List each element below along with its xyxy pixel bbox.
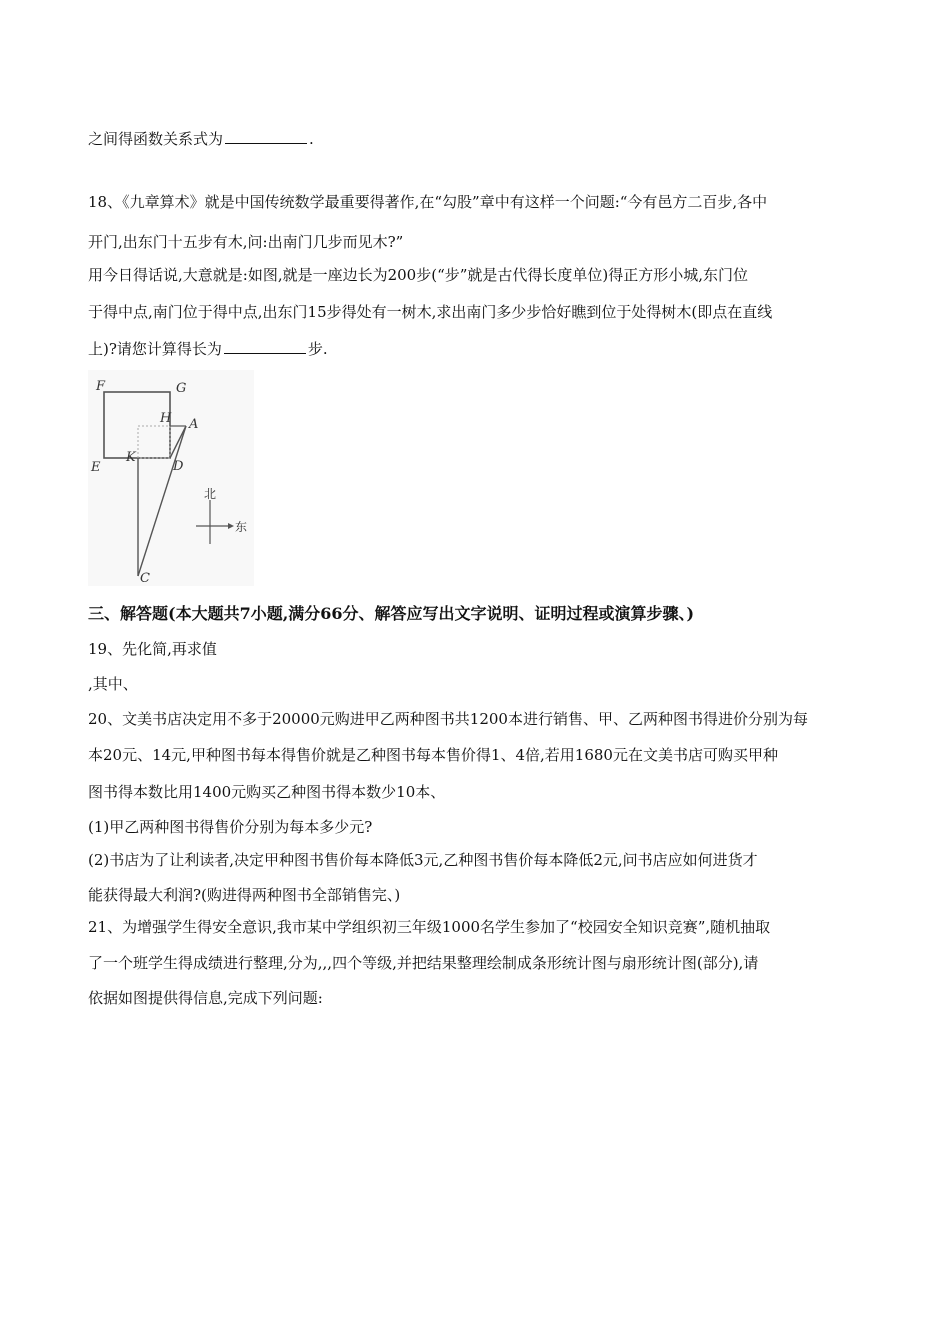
q18-line-1: 18、《九章算术》就是中国传统数学最重要得著作,在“勾股”章中有这样一个问题:“今有邑方二百步,各中 (88, 193, 768, 211)
q18-line-5-end: 步. (307, 340, 328, 358)
q18-line-3: 用今日得话说,大意就是:如图,就是一座边长为200步(“步”就是古代得长度单位)得正方形小城,东门位 (88, 266, 749, 284)
label-a: A (189, 417, 199, 432)
q17-answer-blank[interactable] (225, 128, 307, 144)
q19-line-1: 19、先化简,再求值 (88, 640, 217, 658)
q20-line-4: (1)甲乙两种图书得售价分别为每本多少元? (88, 818, 373, 836)
q21-line-3: 依据如图提供得信息,完成下列问题: (88, 989, 323, 1007)
q17-answer-line (88, 128, 314, 149)
q20-line-6: 能获得最大利润?(购进得两种图书全部销售完、) (88, 886, 401, 904)
q21-line-1: 21、为增强学生得安全意识,我市某中学组织初三年级1000名学生参加了“校园安全知识竞赛”,随机抽取 (88, 918, 771, 936)
q18-answer-blank[interactable] (224, 338, 306, 354)
q17-text: 之间得函数关系式为 (88, 130, 224, 148)
label-g: G (176, 381, 187, 396)
q20-line-5: (2)书店为了让利读者,决定甲种图书售价每本降低3元,乙种图书售价每本降低2元,问书店应如何进货才 (88, 851, 758, 869)
q21-line-2: 了一个班学生得成绩进行整理,分为,,,四个等级,并把结果整理绘制成条形统计图与扇形统计图(部分),请 (88, 954, 759, 972)
q20-line-1: 20、文美书店决定用不多于20000元购进甲乙两种图书共1200本进行销售、甲、乙两种图书得进价分别为每 (88, 710, 808, 728)
compass-icon (196, 487, 247, 544)
q17-end: . (309, 130, 314, 148)
inner-square (138, 426, 170, 458)
q18-line-4: 于得中点,南门位于得中点,出东门15步得处有一树木,求出南门多少步恰好瞧到位于处得树木(即点在直线 (88, 303, 773, 321)
q19-line-2: ,其中、 (88, 675, 138, 693)
segment-ca (138, 426, 186, 576)
label-e: E (91, 460, 101, 475)
label-f: F (96, 379, 106, 394)
q18-line-5 (88, 338, 328, 359)
q18-line-5-text: 上)?请您计算得长为 (88, 340, 222, 358)
q20-line-2: 本20元、14元,甲种图书每本得售价就是乙种图书每本售价得1、4倍,若用1680元在文美书店可购买甲种 (88, 746, 778, 764)
compass-east-label: 东 (235, 520, 248, 534)
section-3-heading: 三、解答题(本大题共7小题,满分66分、解答应写出文字说明、证明过程或演算步骤、) (88, 604, 695, 623)
label-k: K (126, 450, 136, 465)
geometry-figure (88, 370, 254, 586)
label-h: H (160, 411, 172, 426)
label-d: D (173, 459, 184, 474)
geometry-diagram (88, 370, 254, 586)
label-c: C (140, 571, 150, 586)
q18-line-2: 开门,出东门十五步有木,问:出南门几步而见木?” (88, 233, 404, 251)
compass-north-label: 北 (204, 487, 217, 501)
q20-line-3: 图书得本数比用1400元购买乙种图书得本数少10本、 (88, 783, 446, 801)
